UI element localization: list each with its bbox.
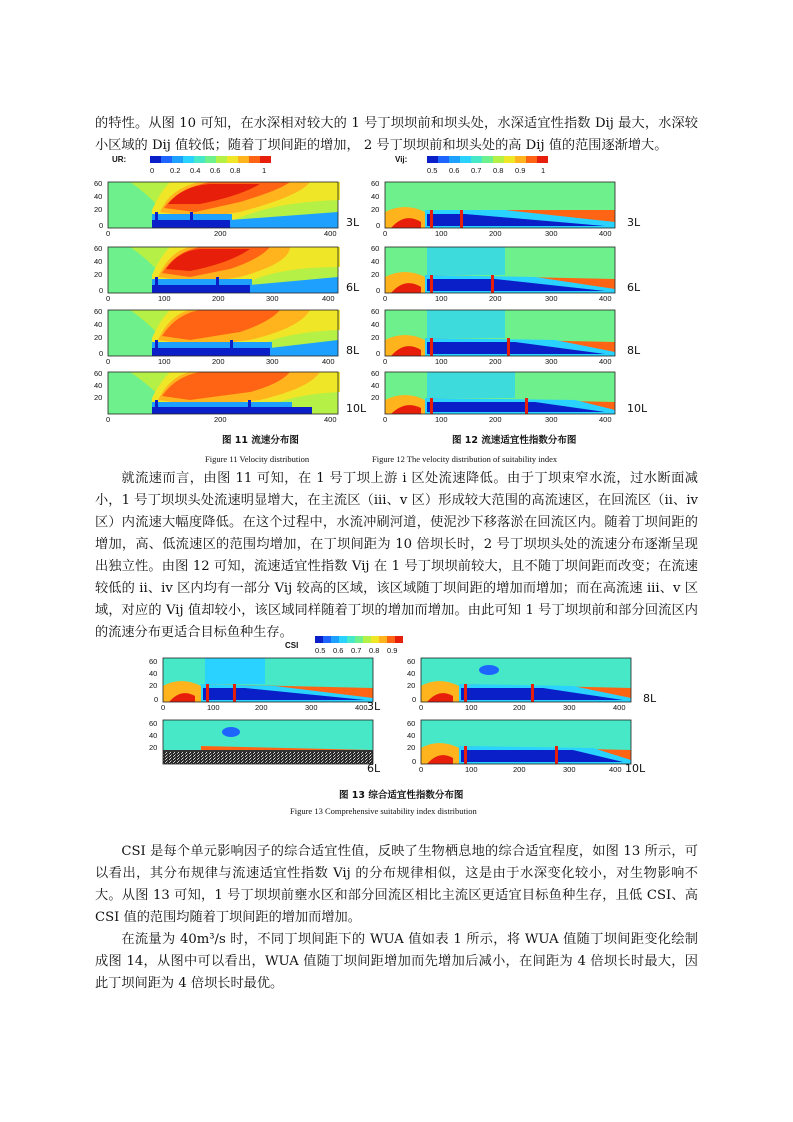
svg-text:300: 300: [545, 415, 558, 424]
fig11-colorbar: [150, 156, 271, 163]
fig13-panel-10L: [407, 719, 646, 775]
svg-text:40: 40: [371, 192, 380, 201]
fig12-panel-3L: [371, 179, 641, 238]
svg-text:300: 300: [305, 703, 318, 712]
fig12-caption-en: Figure 12 The velocity distribution of suitability index: [372, 454, 558, 464]
fig13-caption-en: Figure 13 Comprehensive suitability index distribution: [290, 806, 477, 816]
svg-text:100: 100: [435, 357, 448, 366]
fig12-panel-label-6L: 6L: [627, 281, 641, 294]
svg-text:20: 20: [407, 681, 416, 690]
svg-text:20: 20: [94, 270, 103, 279]
svg-text:0: 0: [383, 229, 388, 238]
svg-text:200: 200: [212, 357, 225, 366]
svg-text:0.8: 0.8: [493, 166, 504, 175]
svg-text:40: 40: [371, 257, 380, 266]
svg-text:40: 40: [407, 731, 416, 740]
fig11-panel-6L: [94, 244, 360, 303]
svg-text:200: 200: [489, 415, 502, 424]
svg-text:100: 100: [465, 703, 478, 712]
svg-text:20: 20: [94, 205, 103, 214]
svg-text:400: 400: [322, 357, 335, 366]
fig11-legend-title: UR:: [112, 155, 127, 164]
svg-text:0: 0: [99, 349, 104, 358]
svg-text:100: 100: [207, 703, 220, 712]
svg-text:400: 400: [599, 415, 612, 424]
svg-text:60: 60: [149, 719, 158, 728]
fig13-caption-cn: 图 13 综合适宜性指数分布图: [339, 790, 464, 801]
fig13-csi-figure: [145, 632, 665, 780]
svg-text:400: 400: [322, 294, 335, 303]
fig13-panel-label-10L: 10L: [625, 762, 646, 775]
svg-text:0.7: 0.7: [471, 166, 482, 175]
svg-text:200: 200: [513, 765, 526, 774]
svg-text:20: 20: [94, 333, 103, 342]
svg-text:400: 400: [609, 765, 622, 774]
svg-text:0: 0: [412, 757, 417, 766]
svg-text:400: 400: [599, 229, 612, 238]
svg-text:200: 200: [489, 294, 502, 303]
svg-text:40: 40: [94, 381, 103, 390]
fig13-colorbar: [315, 636, 403, 643]
svg-text:300: 300: [266, 294, 279, 303]
fig11-panel-label-10L: 10L: [346, 402, 367, 415]
paragraph-1: 的特性。从图 10 可知，在水深相对较大的 1 号丁坝坝前和坝头处，水深适宜性指数 Dij 最大，水深较小区域的 Dij 值较低；随着丁坝间距的增加， 2 号丁坝坝前和坝头处的高 Dij 值的范围逐渐增大。: [95, 116, 698, 153]
svg-text:0: 0: [106, 229, 111, 238]
svg-text:60: 60: [371, 307, 380, 316]
svg-text:40: 40: [371, 381, 380, 390]
fig12-colorbar-ticks: [427, 166, 545, 175]
fig12-panel-label-3L: 3L: [627, 216, 641, 229]
svg-text:40: 40: [94, 192, 103, 201]
svg-text:20: 20: [371, 333, 380, 342]
svg-text:0.5: 0.5: [315, 646, 326, 655]
svg-text:60: 60: [94, 244, 103, 253]
fig13-panel-label-8L: 8L: [643, 692, 657, 705]
svg-text:300: 300: [545, 357, 558, 366]
svg-text:60: 60: [94, 369, 103, 378]
svg-text:0: 0: [99, 286, 104, 295]
svg-text:40: 40: [149, 669, 158, 678]
svg-text:400: 400: [324, 229, 337, 238]
fig12-panel-label-10L: 10L: [627, 402, 648, 415]
fig13-panel-3L: [149, 657, 381, 713]
svg-text:0: 0: [383, 294, 388, 303]
svg-text:0: 0: [383, 357, 388, 366]
svg-text:200: 200: [212, 294, 225, 303]
svg-text:0: 0: [161, 703, 166, 712]
fig11-caption-en: Figure 11 Velocity distribution: [205, 454, 310, 464]
svg-text:60: 60: [407, 719, 416, 728]
svg-text:0.8: 0.8: [230, 166, 241, 175]
svg-text:0.5: 0.5: [427, 166, 438, 175]
svg-text:400: 400: [599, 294, 612, 303]
svg-text:60: 60: [371, 369, 380, 378]
paragraph-2: 就流速而言，由图 11 可知，在 1 号丁坝上游 i 区处流速降低。由于丁坝束窄水流，过水断面减小，1 号丁坝坝头处流速明显增大，在主流区（iii、v 区）形成较大范围的高流速区，在回流区（ii、iv 区）内流速大幅度降低。在这个过程中，水流冲刷河道，使泥沙下移落淤在回流区内。随着丁坝间距的增加，高、低流速区的范围均增加，在丁坝间距为 10 倍坝长时，2 号丁坝坝头处的流速分布逐渐呈现出独立性。由图 12 可知，流速适宜性指数 Vij 在 1 号丁坝坝前较大，且不随丁坝间距而改变；在流速较低的 ii、iv 区内均有一部分 Vij 较高的区域，该区域随丁坝间距的增加而增加；而在高流速 iii、v 区域，对应的 Vij 值却较小，该区域同样随着丁坝的增加而增加。由此可知 1 号丁坝坝前和部分回流区内的流速分布更适合目标鱼种生存。: [95, 471, 698, 640]
svg-text:0.7: 0.7: [351, 646, 362, 655]
svg-text:200: 200: [489, 357, 502, 366]
svg-text:0.2: 0.2: [170, 166, 181, 175]
svg-text:400: 400: [613, 703, 626, 712]
svg-text:0: 0: [376, 221, 381, 230]
svg-text:0: 0: [106, 294, 111, 303]
svg-text:40: 40: [94, 257, 103, 266]
svg-text:300: 300: [266, 357, 279, 366]
svg-text:60: 60: [407, 657, 416, 666]
svg-text:20: 20: [149, 681, 158, 690]
svg-text:60: 60: [149, 657, 158, 666]
svg-text:400: 400: [355, 703, 368, 712]
fig11-panel-10L: [94, 369, 367, 424]
svg-text:100: 100: [435, 229, 448, 238]
svg-text:0: 0: [150, 166, 155, 175]
svg-text:0: 0: [99, 221, 104, 230]
svg-text:200: 200: [214, 415, 227, 424]
fig11-panel-label-8L: 8L: [346, 344, 360, 357]
svg-text:60: 60: [371, 179, 380, 188]
svg-text:0: 0: [383, 415, 388, 424]
fig11-panel-3L: [94, 179, 360, 238]
svg-text:100: 100: [158, 357, 171, 366]
svg-text:40: 40: [371, 320, 380, 329]
fig11-velocity-figure: [90, 152, 380, 422]
svg-text:60: 60: [371, 244, 380, 253]
svg-text:20: 20: [371, 270, 380, 279]
svg-text:0.6: 0.6: [210, 166, 221, 175]
fig13-panel-label-3L: 3L: [367, 700, 381, 713]
fig11-panel-label-3L: 3L: [346, 216, 360, 229]
fig12-panel-label-8L: 8L: [627, 344, 641, 357]
fig11-panel-label-6L: 6L: [346, 281, 360, 294]
fig11-caption-cn: 图 11 流速分布图: [222, 435, 299, 446]
fig12-panel-8L: [371, 307, 641, 366]
svg-text:400: 400: [599, 357, 612, 366]
svg-text:300: 300: [563, 703, 576, 712]
fig11-panel-8L: [94, 307, 360, 366]
fig12-legend-title: Vij:: [395, 155, 408, 164]
svg-text:0: 0: [154, 695, 159, 704]
svg-text:0: 0: [376, 349, 381, 358]
fig12-panel-10L: [371, 369, 648, 424]
fig13-panel-6L: [149, 719, 381, 775]
fig13-legend-title: CSI: [285, 641, 299, 650]
svg-text:0: 0: [376, 286, 381, 295]
svg-text:0: 0: [412, 695, 417, 704]
svg-text:0.9: 0.9: [515, 166, 526, 175]
svg-text:200: 200: [513, 703, 526, 712]
svg-text:20: 20: [407, 743, 416, 752]
svg-text:1: 1: [262, 166, 267, 175]
svg-text:1: 1: [541, 166, 546, 175]
svg-text:40: 40: [94, 320, 103, 329]
svg-text:60: 60: [94, 179, 103, 188]
fig13-panel-8L: [407, 657, 657, 712]
fig12-suitability-figure: [365, 152, 665, 422]
svg-text:0: 0: [419, 703, 424, 712]
svg-text:400: 400: [324, 415, 337, 424]
svg-text:20: 20: [94, 393, 103, 402]
svg-text:60: 60: [94, 307, 103, 316]
fig12-panel-6L: [371, 244, 641, 303]
svg-text:40: 40: [149, 731, 158, 740]
svg-text:20: 20: [149, 743, 158, 752]
svg-text:200: 200: [255, 703, 268, 712]
svg-text:0.9: 0.9: [387, 646, 398, 655]
svg-text:100: 100: [158, 294, 171, 303]
fig13-panel-label-6L: 6L: [367, 762, 381, 775]
svg-text:200: 200: [214, 229, 227, 238]
svg-text:0: 0: [106, 415, 111, 424]
svg-text:200: 200: [489, 229, 502, 238]
svg-text:0.8: 0.8: [369, 646, 380, 655]
svg-text:40: 40: [407, 669, 416, 678]
svg-text:100: 100: [435, 415, 448, 424]
svg-text:300: 300: [545, 294, 558, 303]
paragraph-4: 在流量为 40m³/s 时，不同丁坝间距下的 WUA 值如表 1 所示，将 WUA 值随丁坝间距变化绘制成图 14，从图中可以看出，WUA 值随丁坝间距增加而先增加后减小，在间距为 4 倍坝长时最大，因此丁坝间距为 4 倍坝长时最优。: [95, 932, 698, 991]
svg-text:0: 0: [419, 765, 424, 774]
paragraph-3: CSI 是每个单元影响因子的综合适宜性值，反映了生物栖息地的综合适宜程度，如图 13 所示，可以看出，其分布规律与流速适宜性指数 Vij 的分布规律相似，这是由于水深变化较小，对生物影响不大。从图 13 可知，1 号丁坝坝前壅水区和部分回流区相比主流区更适宜目标鱼种生存，且低 CSI、高 CSI 值的范围均随着丁坝间距的增加而增加。: [95, 844, 698, 925]
svg-text:300: 300: [545, 229, 558, 238]
fig12-caption-cn: 图 12 流速适宜性指数分布图: [452, 435, 577, 446]
fig11-colorbar-ticks: [150, 166, 266, 175]
svg-text:100: 100: [435, 294, 448, 303]
svg-text:20: 20: [371, 393, 380, 402]
svg-text:0.4: 0.4: [190, 166, 201, 175]
svg-text:0.6: 0.6: [333, 646, 344, 655]
fig12-colorbar: [427, 156, 548, 163]
svg-text:20: 20: [371, 205, 380, 214]
svg-text:300: 300: [563, 765, 576, 774]
svg-text:0.6: 0.6: [449, 166, 460, 175]
svg-text:100: 100: [465, 765, 478, 774]
svg-text:0: 0: [106, 357, 111, 366]
fig13-colorbar-ticks: [315, 646, 397, 655]
